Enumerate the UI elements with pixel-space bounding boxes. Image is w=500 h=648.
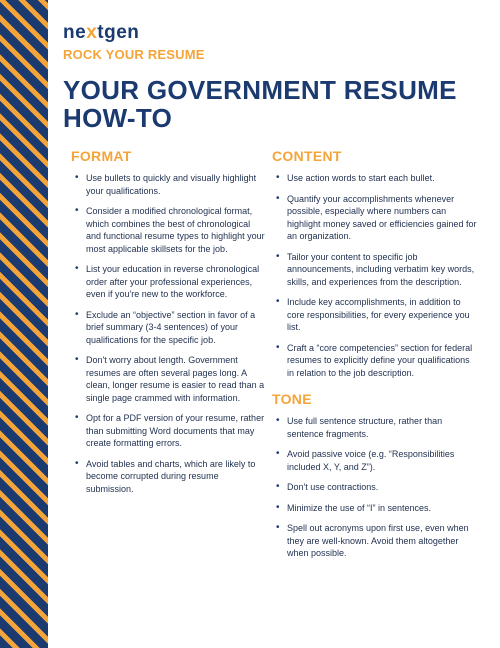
format-column — [71, 148, 266, 503]
tone-list — [272, 415, 478, 560]
content-item: • Tailor your content to specific job announcements, including verbatim key words, skills, and experiences from the description. — [272, 251, 478, 289]
page-title: YOUR GOVERNMENT RESUME HOW-TO — [63, 75, 457, 133]
tone-item: • Don't use contractions. — [272, 481, 478, 494]
format-heading: FORMAT — [71, 148, 132, 164]
tone-heading: TONE — [272, 391, 312, 407]
tone-item: • Avoid passive voice (e.g. “Responsibilities included X, Y, and Z”). — [272, 448, 478, 473]
tone-item: • Spell out acronyms upon first use, even when they are well-known. Avoid them altogether when possible. — [272, 522, 478, 560]
format-item: • List your education in reverse chronological order after your professional experiences, even if you're new to the workforce. — [71, 263, 266, 301]
format-item: • Opt for a PDF version of your resume, rather than submitting Word documents that may create formatting errors. — [71, 412, 266, 450]
nextgen-logo: nextgen — [63, 22, 140, 43]
format-item: • Use bullets to quickly and visually highlight your qualifications. — [71, 172, 266, 197]
content-item: • Include key accomplishments, in addition to core responsibilities, for every experience you list. — [272, 296, 478, 334]
brand-tagline: ROCK YOUR RESUME — [63, 47, 205, 62]
content-tone-column — [272, 148, 478, 568]
format-list — [71, 172, 266, 495]
document-page — [48, 0, 500, 648]
format-item: • Avoid tables and charts, which are likely to become corrupted during resume submission. — [71, 458, 266, 496]
format-item: • Exclude an “objective” section in favor of a brief summary (3-4 sentences) of your qualifications for the specific job. — [71, 309, 266, 347]
format-item: • Consider a modified chronological format, which combines the best of chronological and functional resume types to highlight your most applicable skillsets for the job. — [71, 205, 266, 255]
tone-item: • Use full sentence structure, rather than sentence fragments. — [272, 415, 478, 440]
content-list — [272, 172, 478, 379]
content-item: • Use action words to start each bullet. — [272, 172, 478, 185]
content-item: • Craft a “core competencies” section for federal resumes to explicitly define your qualifications in relation to the job description. — [272, 342, 478, 380]
format-item: • Don't worry about length. Government resumes are often several pages long. A clean, longer resume is easier to read than a single page crammed with information. — [71, 354, 266, 404]
diagonal-stripe-band — [0, 0, 48, 648]
tone-item: • Minimize the use of “I” in sentences. — [272, 502, 478, 515]
content-heading: CONTENT — [272, 148, 342, 164]
content-item: • Quantify your accomplishments whenever possible, especially where numbers can highlight money saved or efficiencies gained for an organization. — [272, 193, 478, 243]
